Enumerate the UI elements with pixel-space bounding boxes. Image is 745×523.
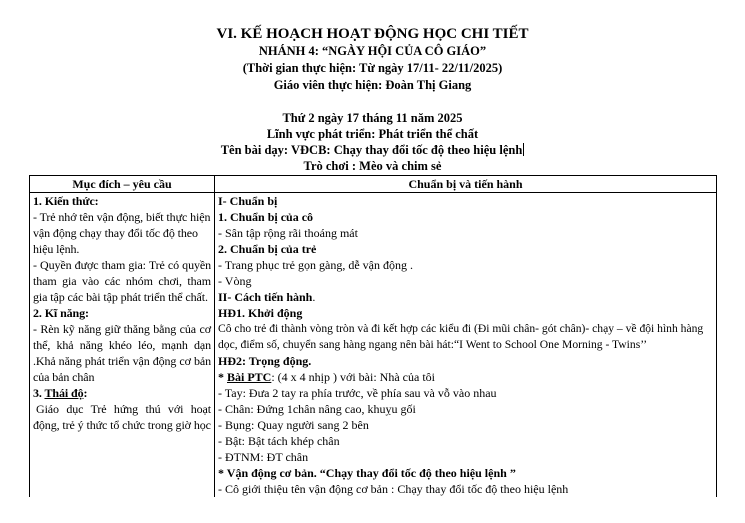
lesson-name: VĐCB: Chạy thay đổi tốc độ theo hiệu lệnh [291,143,523,157]
activity-2-title: HĐ2: Trọng động. [218,354,312,368]
procedure-title-text: II- Cách tiến hành [218,290,313,304]
procedure-title [218,289,713,305]
main-movement-item-1: - Cô giới thiệu tên vận động cơ bản : Chạy thay đổi tốc độ theo hiệu lệnh [218,482,569,496]
knowledge-title: 1. Kiến thức: [33,194,99,208]
lesson-name-line [0,143,745,158]
teacher-prep-title: 1. Chuẩn bị của cô [218,210,314,224]
attitude-title [33,385,211,401]
branch-title: NHÁNH 4: “NGÀY HỘI CỦA CÔ GIÁO” [258,44,487,58]
time-range: (Thời gian thực hiện: Từ ngày 17/11- 22/11/2025) [242,61,503,75]
knowledge-item-1: - Trẻ nhớ tên vận động, biết thực hiện vận động chạy thay đổi tốc độ theo hiệu lệnh. [33,210,211,256]
ptc-line [218,369,713,385]
column-header-objectives: Mục đích – yêu cầu [30,176,215,193]
attitude-title-number: 3. [33,386,45,400]
attitude-item-1: Giáo dục Trẻ hứng thú với hoạt động, trẻ ý thức tổ chức trong giờ học [33,402,211,432]
exercise-focus: - ĐTNM: ĐT chân [218,450,309,464]
game-name: Trò chơi : Mèo và chim sẻ [303,159,442,173]
exercise-legs: - Chân: Đứng 1chân nâng cao, khuỵu gối [218,402,416,416]
ptc-prefix: * [218,370,227,384]
activity-1-title: HĐ1. Khởi động [218,306,303,320]
exercise-arms: - Tay: Đưa 2 tay ra phía trước, về phía sau và vỗ vào nhau [218,386,497,400]
lesson-name-prefix: Tên bài dạy: [220,143,289,157]
skills-item-1: - Rèn kỹ năng giữ thăng bằng của cơ thể, khả năng khéo léo, mạnh dạn .Khả năng phát triển vận động cơ bản của bản chân [33,322,211,384]
exercise-jump: - Bật: Bật tách khép chân [218,434,340,448]
procedure-title-dot: . [312,290,316,304]
preparation-cell [215,193,717,498]
preparation-title: I- Chuẩn bị [218,194,278,208]
ptc-label: Bài PTC [227,370,272,384]
ptc-text: : (4 x 4 nhịp ) với bài: Nhà của tôi [271,370,435,384]
children-prep-item-2: - Vòng [218,274,252,288]
lesson-plan-table [29,175,717,497]
objectives-cell [30,193,215,498]
teacher-name: Giáo viên thực hiện: Đoàn Thị Giang [273,78,472,92]
lesson-date: Thứ 2 ngày 17 tháng 11 năm 2025 [282,111,463,125]
skills-title: 2. Kĩ năng: [33,306,89,320]
plan-title: VI. KẾ HOẠCH HOẠT ĐỘNG HỌC CHI TIẾT [216,26,529,42]
table-body-row [30,193,717,498]
table-header-row [30,176,717,193]
attitude-title-text: Thái độ [44,386,84,400]
attitude-title-colon: : [83,386,88,400]
main-movement-title: * Vận động cơ bản. “Chạy thay đổi tốc độ theo hiệu lệnh ” [218,466,516,480]
column-header-preparation: Chuẩn bị và tiến hành [215,176,717,193]
text-cursor [523,143,524,156]
activity-1-text: Cô cho trẻ đi thành vòng tròn và đi kết hợp các kiểu đi (Đi mũi chân- gót chân)- chạy – về đội hình hàng dọc, điểm số, chuyển sang hàng ngang nên bài hát:“I Went to School One Morning - Twins’’ [218,322,704,351]
knowledge-item-2: - Quyền được tham gia: Trẻ có quyền tham gia vào các nhóm chơi, tham gia tập các bài tập phát triển thể chất. [33,258,211,304]
exercise-abdomen: - Bụng: Quay người sang 2 bên [218,418,369,432]
children-prep-item-1: - Trang phục trẻ gọn gàng, dễ vận động . [218,258,413,272]
children-prep-title: 2. Chuẩn bị của trẻ [218,242,317,256]
development-field: Lĩnh vực phát triển: Phát triển thể chất [266,127,479,141]
teacher-prep-item-1: - Sân tập rộng rãi thoáng mát [218,226,358,240]
